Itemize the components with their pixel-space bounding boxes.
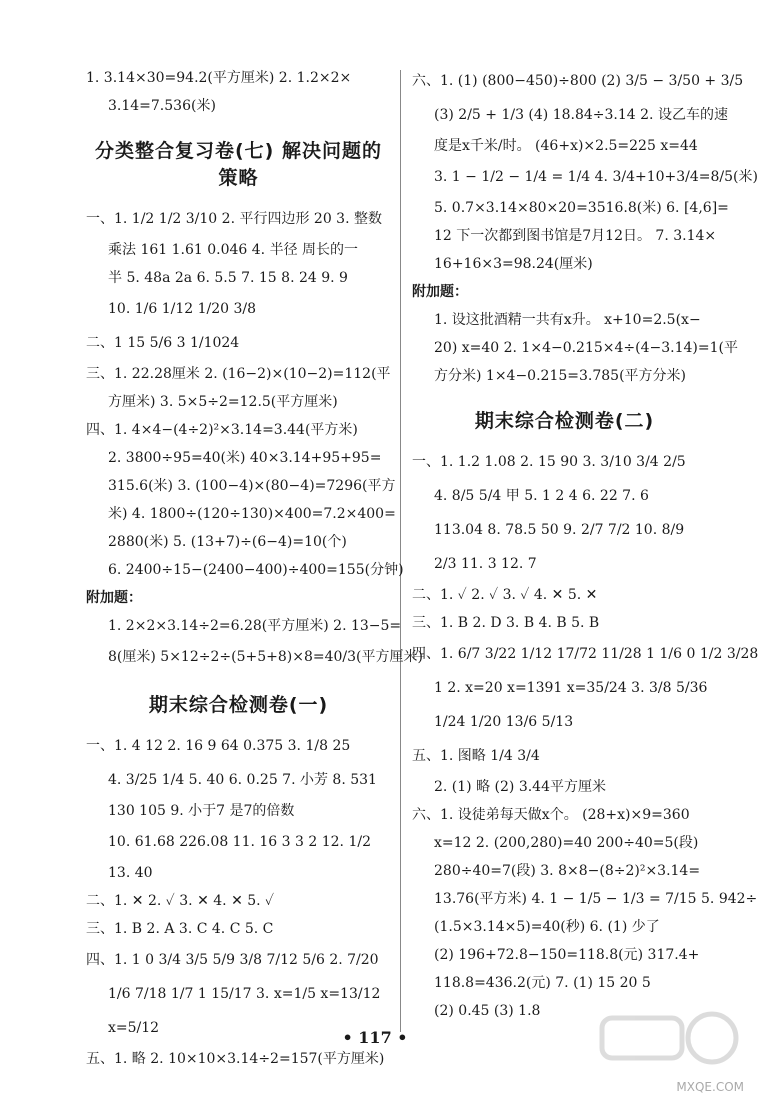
- answer-line: 四、1. 6/7 3/22 1/12 17/72 11/28 1 1/6 0 1/2 3/28: [412, 646, 758, 662]
- answer-line: 六、1. (1) (800−450)÷800 (2) 3/5 − 3/50 + 3/5: [412, 73, 744, 89]
- section-title-final-2: 期末综合检测卷(二): [474, 410, 655, 432]
- answer-line: 8(厘米) 5×12÷2÷(5+5+8)×8=40/3(平方厘米): [108, 649, 423, 665]
- answer-line: 118.8=436.2(元) 7. (1) 15 20 5: [434, 975, 651, 991]
- page-number: • 117 •: [342, 1028, 408, 1047]
- answer-line: 5. 0.7×3.14×80×20=3516.8(米) 6. [4,6]=: [434, 200, 729, 216]
- answer-line: 方分米) 1×4−0.215=3.785(平方分米): [434, 368, 686, 384]
- left-column: [86, 64, 423, 1073]
- answer-line: 4. 8/5 5/4 甲 5. 1 2 4 6. 22 7. 6: [434, 488, 649, 504]
- watermark-logo-icon: [592, 1004, 742, 1092]
- extra-questions-label: 附加题：: [86, 590, 142, 606]
- answer-line: 6. 2400÷15−(2400−400)÷400=155(分钟): [108, 562, 404, 578]
- answer-line: 乘法 161 1.61 0.046 4. 半径 周长的一: [108, 242, 359, 258]
- answer-line: 二、1. ✓ 2. ✓ 3. ✓ 4. ✕ 5. ✕: [412, 587, 598, 603]
- answer-line: 2. (1) 略 (2) 3.44平方厘米: [434, 779, 606, 795]
- right-column: [412, 64, 758, 1025]
- answer-line: (3) 2/5 + 1/3 (4) 18.84÷3.14 2. 设乙车的速: [434, 107, 728, 123]
- answer-line: 315.6(米) 3. (100−4)×(80−4)=7296(平方: [108, 478, 396, 494]
- answer-line: 4. 3/25 1/4 5. 40 6. 0.25 7. 小芳 8. 531: [108, 772, 377, 788]
- answer-line: 2. 3800÷95=40(米) 40×3.14+95+95=: [108, 450, 382, 466]
- answer-line: 三、1. 22.28厘米 2. (16−2)×(10−2)=112(平: [86, 366, 391, 382]
- answer-line: (2) 196+72.8−150=118.8(元) 317.4+: [434, 947, 700, 963]
- answer-line: 1. 3.14×30=94.2(平方厘米) 2. 1.2×2×: [86, 70, 352, 86]
- answer-line: 3.14=7.536(米): [108, 98, 216, 114]
- answer-line: 一、1. 1/2 1/2 3/10 2. 平行四边形 20 3. 整数: [86, 211, 382, 227]
- column-divider: [400, 70, 401, 1032]
- answer-line: 2880(米) 5. (13+7)÷(6−4)=10(个): [108, 534, 347, 550]
- answer-line: (2) 0.45 (3) 1.8: [434, 1003, 541, 1019]
- answer-line: 1/24 1/20 13/6 5/13: [434, 714, 574, 730]
- answer-line: 13.76(平方米) 4. 1 − 1/5 − 1/3 = 7/15 5. 942÷: [434, 891, 758, 907]
- answer-line: (1.5×3.14×5)=40(秒) 6. (1) 少了: [434, 919, 660, 935]
- answer-line: 280÷40=7(段) 3. 8×8−(8÷2)²×3.14=: [434, 863, 701, 879]
- answer-line: 四、1. 1 0 3/4 3/5 5/9 3/8 7/12 5/6 2. 7/20: [86, 952, 379, 968]
- answer-line: 方厘米) 3. 5×5÷2=12.5(平方厘米): [108, 394, 338, 410]
- section-title-review-7: 分类整合复习卷(七) 解决问题的策略: [95, 140, 382, 189]
- answer-line: 一、1. 4 12 2. 16 9 64 0.375 3. 1/8 25: [86, 738, 351, 754]
- answer-line: 五、1. 略 2. 10×10×3.14÷2=157(平方厘米): [86, 1051, 385, 1067]
- answer-line: 半 5. 48a 2a 6. 5.5 7. 15 8. 24 9. 9: [108, 270, 348, 286]
- answer-line: 米) 4. 1800÷(120÷130)×400=7.2×400=: [108, 506, 396, 522]
- answer-line: 3. 1 − 1/2 − 1/4 = 1/4 4. 3/4+10+3/4=8/5(米): [434, 169, 758, 185]
- watermark-text: MXQE.COM: [676, 1080, 744, 1094]
- answer-line: 10. 1/6 1/12 1/20 3/8: [108, 301, 257, 317]
- answer-line: 130 105 9. 小于7 是7的倍数: [108, 803, 295, 819]
- answer-line: 四、1. 4×4−(4÷2)²×3.14=3.44(平方米): [86, 422, 358, 438]
- answer-line: x=5/12: [108, 1020, 160, 1036]
- answer-line: 度是x千米/时。 (46+x)×2.5=225 x=44: [434, 138, 698, 154]
- extra-questions-label: 附加题：: [412, 284, 468, 300]
- answer-line: 三、1. B 2. A 3. C 4. C 5. C: [86, 921, 274, 937]
- answer-line: 13. 40: [108, 865, 153, 881]
- answer-line: 三、1. B 2. D 3. B 4. B 5. B: [412, 615, 600, 631]
- answer-line: 1. 2×2×3.14÷2=6.28(平方厘米) 2. 13−5=: [108, 618, 402, 634]
- answer-line: 10. 61.68 226.08 11. 16 3 3 2 12. 1/2: [108, 834, 371, 850]
- answer-line: 12 下一次都到图书馆是7月12日。 7. 3.14×: [434, 228, 717, 244]
- answer-line: 二、1 15 5/6 3 1/1024: [86, 335, 240, 351]
- answer-line: 1 2. x=20 x=1391 x=35/24 3. 3/8 5/36: [434, 680, 708, 696]
- answer-line: 二、1. ✕ 2. ✓ 3. ✕ 4. ✕ 5. ✓: [86, 893, 275, 909]
- answer-line: 六、1. 设徒弟每天做x个。 (28+x)×9=360: [412, 807, 690, 823]
- answer-line: 一、1. 1.2 1.08 2. 15 90 3. 3/10 3/4 2/5: [412, 454, 686, 470]
- answer-line: 1. 设这批酒精一共有x升。 x+10=2.5(x−: [434, 312, 701, 328]
- answer-line: 113.04 8. 78.5 50 9. 2/7 7/2 10. 8/9: [434, 522, 685, 538]
- answer-line: x=12 2. (200,280)=40 200÷40=5(段): [434, 835, 699, 851]
- answer-line: 1/6 7/18 1/7 1 15/17 3. x=1/5 x=13/12: [108, 986, 381, 1002]
- answer-line: 2/3 11. 3 12. 7: [434, 556, 537, 572]
- section-title-final-1: 期末综合检测卷(一): [148, 694, 329, 716]
- answer-line: 16+16×3=98.24(厘米): [434, 256, 593, 272]
- answer-line: 20) x=40 2. 1×4−0.215×4÷(4−3.14)=1(平: [434, 340, 738, 356]
- answer-line: 五、1. 图略 1/4 3/4: [412, 748, 540, 764]
